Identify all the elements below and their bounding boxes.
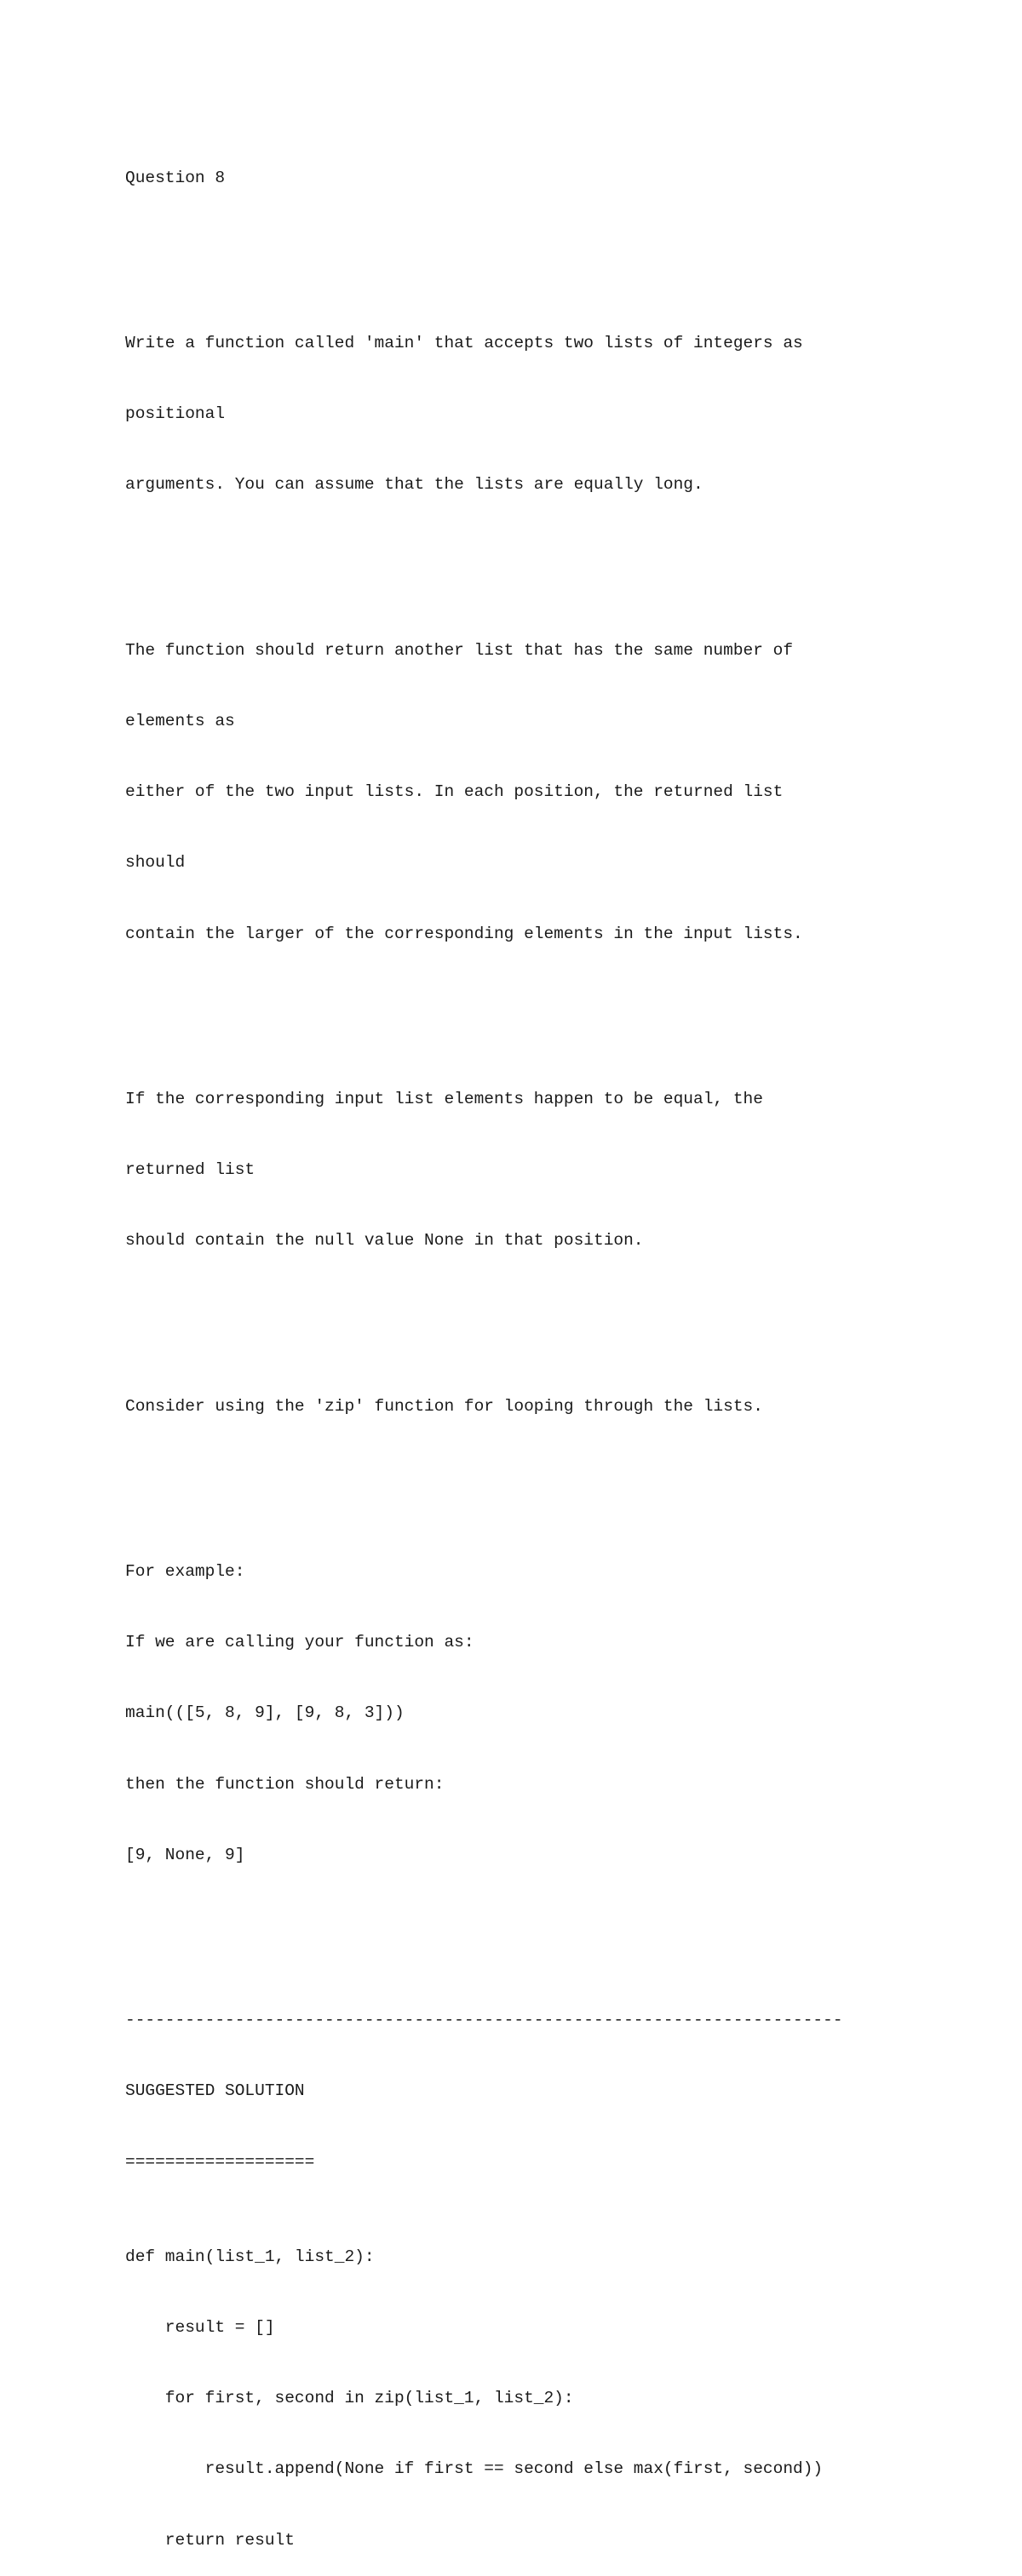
separator-rule: ------------------------------------------------------------------------ [125, 2011, 843, 2029]
document-page [125, 119, 994, 2576]
example-line: For example: [125, 1561, 245, 1581]
equal-case-line: returned list [125, 1160, 256, 1179]
blank-line [125, 1301, 994, 1325]
return-desc-line: should [125, 853, 186, 873]
example-line: then the function should return: [125, 1774, 445, 1794]
blank-line [125, 545, 994, 569]
hint-line: Consider using the 'zip' function for looping through the lists. [125, 1396, 763, 1416]
code-line: result = [] [125, 2317, 275, 2337]
blank-line [125, 1466, 994, 1490]
prompt-line: arguments. You can assume that the lists are equally long. [125, 475, 703, 495]
example-line: If we are calling your function as: [125, 1633, 474, 1652]
blank-line [125, 993, 994, 1017]
return-desc-line: either of the two input lists. In each position, the returned list [125, 782, 784, 801]
return-desc-line: elements as [125, 711, 235, 730]
example-call: main(([5, 8, 9], [9, 8, 3])) [125, 1703, 405, 1723]
example-result: [9, None, 9] [125, 1845, 245, 1864]
solution-heading: SUGGESTED SOLUTION [125, 2081, 305, 2101]
equal-case-line: If the corresponding input list elements happen to be equal, the [125, 1089, 763, 1108]
blank-line [125, 1915, 994, 1938]
blank-line [125, 238, 994, 261]
code-line: result.append(None if first == second else max(first, second)) [125, 2459, 824, 2479]
prompt-line: positional [125, 404, 226, 423]
code-line: for first, second in zip(list_1, list_2): [125, 2389, 574, 2407]
solution-underline: =================== [125, 2152, 315, 2172]
return-desc-line: contain the larger of the corresponding elements in the input lists. [125, 924, 803, 943]
question-title: Question 8 [125, 168, 226, 187]
prompt-line: Write a function called 'main' that accepts two lists of integers as [125, 333, 803, 352]
code-line: def main(list_1, list_2): [125, 2247, 375, 2266]
equal-case-line: should contain the null value None in that position. [125, 1231, 644, 1251]
return-desc-line: The function should return another list that has the same number of [125, 640, 794, 660]
code-line: return result [125, 2530, 295, 2550]
